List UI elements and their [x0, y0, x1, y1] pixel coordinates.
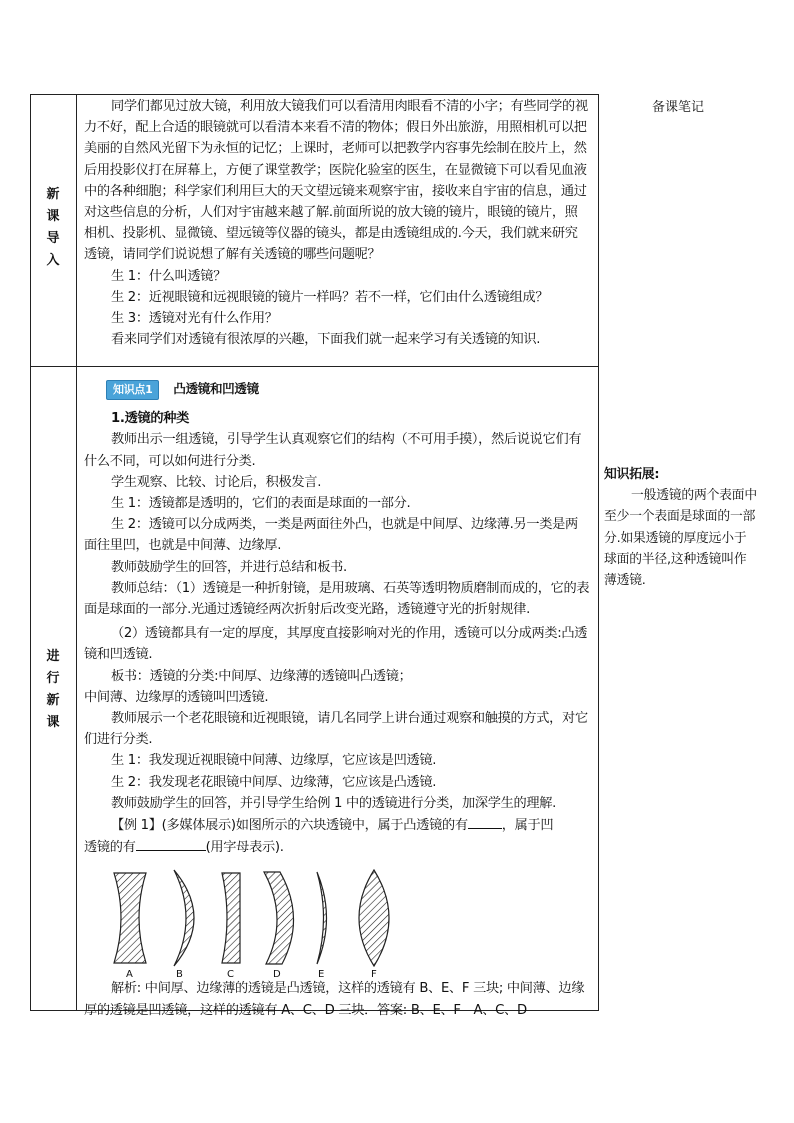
lens-label-f: F: [371, 969, 377, 981]
row1-label-char: 导: [46, 231, 60, 246]
row1-content: [84, 96, 590, 350]
knowledge-point-tag: 知识点1: [106, 380, 159, 400]
row2-label-char: 课: [46, 715, 60, 730]
body-paragraph: 教师鼓励学生的回答，并进行总结和板书.: [111, 559, 347, 575]
example-text: 【例 1】(多媒体展示)如图所示的六块透镜中，属于凸透镜的有: [111, 818, 468, 834]
body-paragraph: 教师总结：（1）透镜是一种折射镜，是用玻璃、石英等透明物质磨制而成的，它的表面是球面的一部分.光通过透镜经两次折射后改变光路，透镜遵守光的折射规律.: [84, 580, 590, 618]
knowledge-extension: [604, 464, 758, 591]
table-row-divider: [30, 366, 599, 367]
body-paragraph: 生 1：我发现近视眼镜中间薄、边缘厚，它应该是凹透镜.: [111, 753, 437, 769]
body-paragraph: 学生观察、比较、讨论后，积极发言.: [111, 474, 322, 490]
lens-label-d: D: [273, 969, 281, 981]
body-paragraph: 中间薄、边缘厚的透镜叫凹透镜.: [84, 689, 269, 705]
student-question: 生 3：透镜对光有什么作用？: [111, 311, 278, 327]
body-paragraph: 生 2：我发现老花眼镜中间厚、边缘薄，它应该是凸透镜.: [111, 774, 437, 790]
row1-label-char: 新: [46, 187, 60, 202]
lens-figure-svg: [84, 858, 590, 978]
lens-b: [174, 870, 194, 966]
row1-label-char: 入: [46, 253, 60, 268]
row2-label: [30, 646, 76, 734]
body-paragraph: 生 2：透镜可以分成两类，一类是两面往外凸，也就是中间厚、边缘薄.另一类是两面往里凹，也就是中间薄、边缘厚.: [84, 517, 578, 554]
lens-label-c: C: [227, 969, 234, 981]
example-text: 透镜的有: [84, 840, 136, 856]
extension-text: 一般透镜的两个表面中至少一个表面是球面的一部分.如果透镜的厚度远小于球面的半径,这种透镜叫作薄透镜.: [604, 488, 757, 589]
lens-label-e: E: [318, 969, 325, 981]
lens-e: [317, 872, 327, 964]
body-paragraph: 教师出示一组透镜，引导学生认真观察它们的结构（不可用手摸），然后说说它们有什么不同，可以如何进行分类.: [84, 432, 582, 469]
example-text: (用字母表示).: [205, 840, 284, 856]
body-paragraph: 教师展示一个老花眼镜和近视眼镜，请几名同学上讲台通过观察和触摸的方式，对它们进行分类.: [84, 711, 588, 748]
transition-paragraph: 看来同学们对透镜有很浓厚的兴趣，下面我们就一起来学习有关透镜的知识.: [111, 332, 541, 348]
body-paragraph: 教师鼓励学生的回答，并引导学生给例 1 中的透镜进行分类，加深学生的理解.: [111, 795, 557, 811]
knowledge-point-title: 凸透镜和凹透镜: [173, 381, 259, 396]
section-heading: 1.透镜的种类: [111, 411, 190, 427]
body-paragraph: 板书：透镜的分类:中间厚、边缘薄的透镜叫凸透镜；: [111, 668, 412, 684]
example-question: [84, 814, 590, 836]
table-border-top: [30, 94, 599, 95]
lens-a: [114, 873, 146, 963]
extension-title: 知识拓展:: [604, 467, 660, 482]
lens-label-b: B: [176, 969, 183, 981]
row2-label-char: 进: [46, 649, 60, 664]
body-paragraph: 生 1：透镜都是透明的，它们的表面是球面的一部分.: [111, 496, 411, 512]
row1-label: [30, 184, 76, 272]
row1-label-char: 课: [46, 209, 60, 224]
lesson-notes-title: 备课笔记: [652, 100, 705, 115]
example-question-cont: [84, 836, 590, 858]
analysis-answer: 解析: 中间厚、边缘薄的透镜是凸透镜，这样的透镜有 B、E、F 三块; 中间薄、边缘厚的透镜是凹透镜，这样的透镜有 A、C、D 三块．答案: B、E、F A、C、D: [84, 981, 585, 1018]
lens-f: [359, 870, 389, 966]
lens-label-a: A: [126, 969, 133, 981]
lens-d: [264, 872, 294, 964]
knowledge-point-header: [106, 378, 590, 400]
example-text: ，属于凹: [501, 818, 554, 834]
body-paragraph: （2）透镜都具有一定的厚度，其厚度直接影响对光的作用，透镜可以分成两类:凸透镜和凹透镜.: [84, 626, 588, 663]
student-question: 生 1：什么叫透镜？: [111, 268, 227, 284]
table-column-divider: [76, 94, 77, 1011]
lens-c: [222, 873, 240, 963]
lens-figure: [84, 858, 590, 981]
table-border-right: [598, 94, 599, 1011]
row2-content: [84, 372, 590, 1021]
row2-label-char: 行: [46, 671, 60, 686]
intro-paragraph: 同学们都见过放大镜，利用放大镜我们可以看清用肉眼看不清的小字；有些同学的视力不好，配上合适的眼镜就可以看清本来看不清的物体；假日外出旅游，用照相机可以把美丽的自然风光留下为永恒的记忆；上课时，老师可以把教学内容事先绘制在胶片上，然后用投影仪打在屏幕上，方便了课堂教学；医院化验室的医生，在显微镜下可以看见血液中的各种细胞；科学家们利用巨大的天文望远镜来观察宇宙，接收来自宇宙的信息，通过对这些信息的分析，人们对宇宙越来越了解.前面所说的放大镜的镜片，眼镜的镜片，照相机、投影机、显微镜、望远镜等仪器的镜头，都是由透镜组成的.今天，我们就来研究透镜，请同学们说说想了解有关透镜的哪些问题呢？: [84, 99, 588, 263]
answer-blank-concave: [136, 836, 206, 851]
row2-label-char: 新: [46, 693, 60, 708]
answer-blank-convex: [468, 814, 502, 829]
student-question: 生 2：近视眼镜和远视眼镜的镜片一样吗？若不一样，它们由什么透镜组成？: [111, 289, 549, 305]
